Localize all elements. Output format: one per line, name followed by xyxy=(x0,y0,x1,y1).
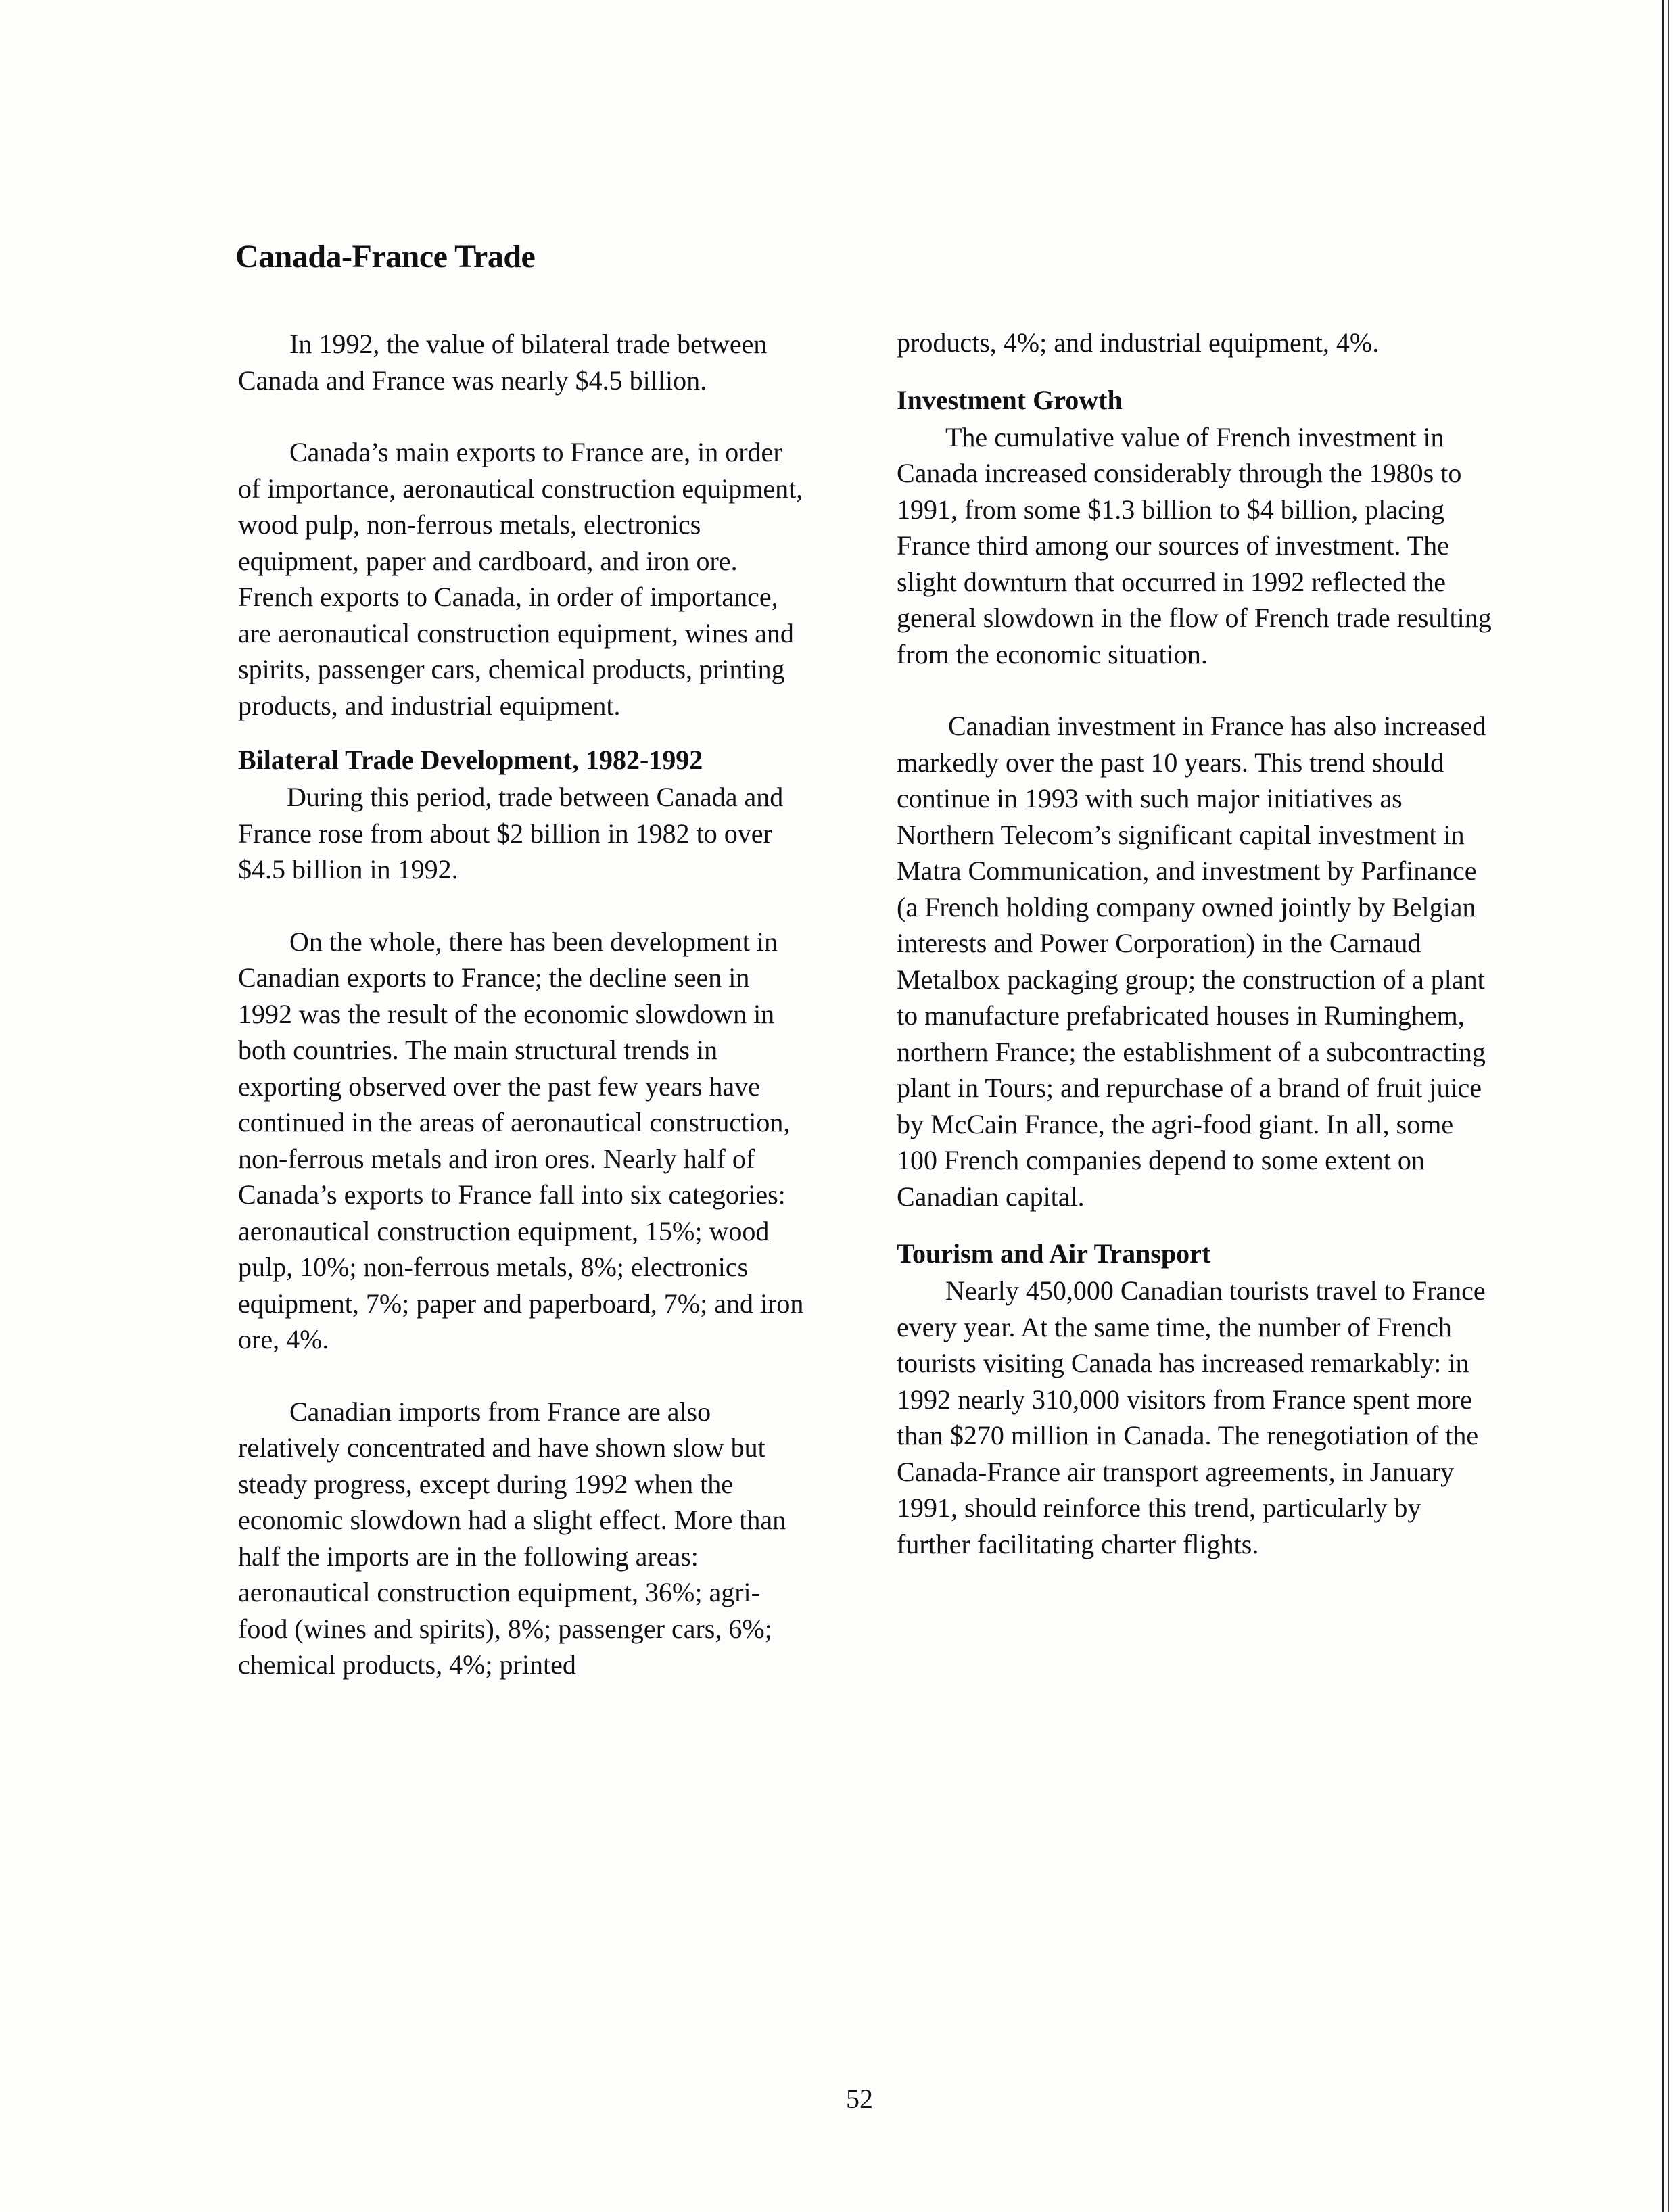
heading-investment-growth: Investment Growth xyxy=(897,384,1123,415)
paragraph-bilateral-trade-value: In 1992, the value of bilateral trade between Canada and France was nearly $4.5 billion. xyxy=(238,329,768,396)
right-column xyxy=(897,325,1492,1598)
paragraph-tourism: Nearly 450,000 Canadian tourists travel to France every year. At the same time, the number of French tourists visiting Canada has increased remarkably: in 1992 nearly 310,000 visitors from France spent more than $270 million in Canada. The renegotiation of the Canada-France air transport agreements, in January 1991, should reinforce this trend, particularly by further facilitating charter flights. xyxy=(897,1275,1486,1559)
left-column xyxy=(238,326,806,1719)
paragraph-imports-continued: products, 4%; and industrial equipment, 4%. xyxy=(897,327,1380,358)
page-title: Canada-France Trade xyxy=(235,239,536,275)
paragraph-canadian-imports: Canadian imports from France are also relatively concentrated and have shown slow but steady progress, except during 1992 when the economic slowdown had a slight effect. More than half the imports are in the following areas: aeronautical construction equipment, 36%; agri-food (wines and spirits), 8%; passenger cars, 6%; chemical products, 4%; printed xyxy=(238,1396,786,1680)
heading-bilateral-trade-development: Bilateral Trade Development, 1982-1992 xyxy=(238,745,703,775)
paragraph-trade-period: During this period, trade between Canada and France rose from about $2 billion in 1982 to over $4.5 billion in 1992. xyxy=(238,782,784,885)
paragraph-canadian-investment: Canadian investment in France has also increased markedly over the past 10 years. This trend should continue in 1993 with such major initiatives as Northern Telecom’s significant capital investment in Matra Communication, and investment by Parfinance (a French holding company owned jointly by Belgian interests and Power Corporation) in the Carnaud Metalbox packaging group; the construction of a plant to manufacture prefabricated houses in Ruminghem, northern France; the establishment of a subcontracting plant in Tours; and repurchase of a brand of fruit juice by McCain France, the agri-food giant. In all, some 100 French companies depend to some extent on Canadian capital. xyxy=(897,711,1486,1212)
paragraph-export-development: On the whole, there has been development in Canadian exports to France; the decline seen in 1992 was the result of the economic slowdown in both countries. The main structural trends in exporting observed over the past few years have continued in the areas of aeronautical construction, non-ferrous metals and iron ores. Nearly half of Canada’s exports to France fall into six categories: aeronautical construction equipment, 15%; wood pulp, 10%; non-ferrous metals, 8%; electronics equipment, 7%; paper and paperboard, 7%; and iron ore, 4%. xyxy=(238,926,804,1355)
page-number: 52 xyxy=(846,2084,873,2114)
paragraph-main-exports: Canada’s main exports to France are, in order of importance, aeronautical construction equipment, wood pulp, non-ferrous metals, electronics equipment, paper and cardboard, and iron ore. French exports to Canada, in order of importance, are aeronautical construction equipment, wines and spirits, passenger cars, chemical products, printing products, and industrial equipment. xyxy=(238,437,803,721)
paragraph-french-investment: The cumulative value of French investment in Canada increased considerably through the 1980s to 1991, from some $1.3 billion to $4 billion, placing France third among our sources of investment. The slight downturn that occurred in 1992 reflected the general slowdown in the flow of French trade resulting from the economic situation. xyxy=(897,421,1492,669)
scan-edge-border xyxy=(1658,0,1673,2212)
heading-tourism-air-transport: Tourism and Air Transport xyxy=(897,1238,1211,1269)
